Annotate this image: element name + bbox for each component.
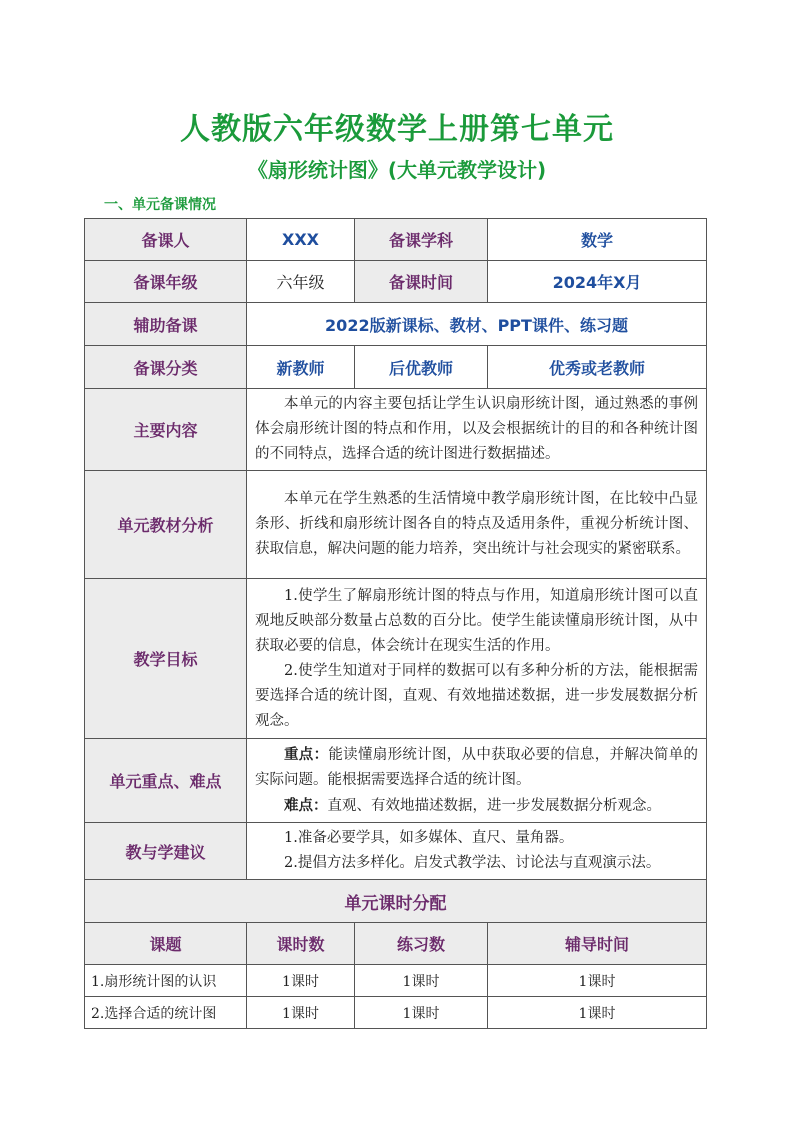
table-row xyxy=(85,965,707,997)
schedule-col-practice: 练习数 xyxy=(355,923,488,965)
time-value: 2024年X月 xyxy=(488,261,707,303)
advice-1: 1.准备必要学具，如多媒体、直尺、量角器。 xyxy=(284,830,574,846)
row-1-practice: 1课时 xyxy=(355,965,488,997)
schedule-col-tutoring: 辅导时间 xyxy=(488,923,707,965)
key-point-label: 重点： xyxy=(284,746,329,763)
difficulty xyxy=(255,793,698,819)
category-excellent: 优秀或老教师 xyxy=(488,346,707,389)
subject-value: 数学 xyxy=(488,219,707,261)
teacher-label: 备课人 xyxy=(85,219,247,261)
grade-value: 六年级 xyxy=(247,261,355,303)
row-2-hours: 1课时 xyxy=(247,997,355,1029)
table-row xyxy=(85,997,707,1029)
time-label: 备课时间 xyxy=(355,261,488,303)
lesson-plan-table xyxy=(84,218,707,1029)
key-point xyxy=(255,742,698,793)
advice-cell xyxy=(247,823,707,880)
grade-label: 备课年级 xyxy=(85,261,247,303)
row-1-tutoring: 1课时 xyxy=(488,965,707,997)
difficulty-text: 直观、有效地描述数据，进一步发展数据分析观念。 xyxy=(327,798,661,814)
analysis-cell xyxy=(247,471,707,579)
key-cell xyxy=(247,739,707,823)
difficulty-label: 难点： xyxy=(284,797,328,814)
content-text: 本单元的内容主要包括让学生认识扇形统计图，通过熟悉的事例体会扇形统计图的特点和作用，以及会根据统计的目的和各种统计图的不同特点，选择合适的统计图进行数据描述。 xyxy=(255,396,698,462)
goals-label: 教学目标 xyxy=(85,579,247,739)
content-cell xyxy=(247,389,707,471)
section-heading: 一、单元备课情况 xyxy=(104,197,216,213)
content-label: 主要内容 xyxy=(85,389,247,471)
schedule-col-hours: 课时数 xyxy=(247,923,355,965)
row-2-practice: 1课时 xyxy=(355,997,488,1029)
advice-2: 2.提倡方法多样化。启发式教学法、讨论法与直观演示法。 xyxy=(284,855,661,871)
analysis-text: 本单元在学生熟悉的生活情境中教学扇形统计图，在比较中凸显条形、折线和扇形统计图各自的特点及适用条件，重视分析统计图、获取信息，解决问题的能力培养，突出统计与社会现实的紧密联系。 xyxy=(255,491,698,557)
goals-cell xyxy=(247,579,707,739)
schedule-heading: 单元课时分配 xyxy=(85,880,707,923)
goals-1: 1.使学生了解扇形统计图的特点与作用，知道扇形统计图可以直观地反映部分数量占总数的百分比。使学生能读懂扇形统计图，从中获取必要的信息，体会统计在现实生活的作用。 xyxy=(255,587,698,654)
teacher-value: XXX xyxy=(247,219,355,261)
subject-label: 备课学科 xyxy=(355,219,488,261)
analysis-label: 单元教材分析 xyxy=(85,471,247,579)
row-2-topic: 2.选择合适的统计图 xyxy=(85,997,247,1029)
row-1-topic: 1.扇形统计图的认识 xyxy=(85,965,247,997)
row-1-hours: 1课时 xyxy=(247,965,355,997)
row-2-tutoring: 1课时 xyxy=(488,997,707,1029)
page-title: 人教版六年级数学上册第七单元 xyxy=(180,112,614,147)
schedule-col-topic: 课题 xyxy=(85,923,247,965)
key-label: 单元重点、难点 xyxy=(85,739,247,823)
page-subtitle: 《扇形统计图》(大单元教学设计) xyxy=(247,158,547,182)
aux-label: 辅助备课 xyxy=(85,303,247,346)
key-point-text: 能读懂扇形统计图，从中获取必要的信息，并解决简单的实际问题。能根据需要选择合适的统计图。 xyxy=(255,747,698,788)
category-new: 新教师 xyxy=(247,346,355,389)
advice-label: 教与学建议 xyxy=(85,823,247,880)
category-label: 备课分类 xyxy=(85,346,247,389)
category-improving: 后优教师 xyxy=(355,346,488,389)
aux-value: 2022版新课标、教材、PPT课件、练习题 xyxy=(247,303,707,346)
goals-2: 2.使学生知道对于同样的数据可以有多种分析的方法，能根据需要选择合适的统计图，直观、有效地描述数据，进一步发展数据分析观念。 xyxy=(255,662,698,729)
